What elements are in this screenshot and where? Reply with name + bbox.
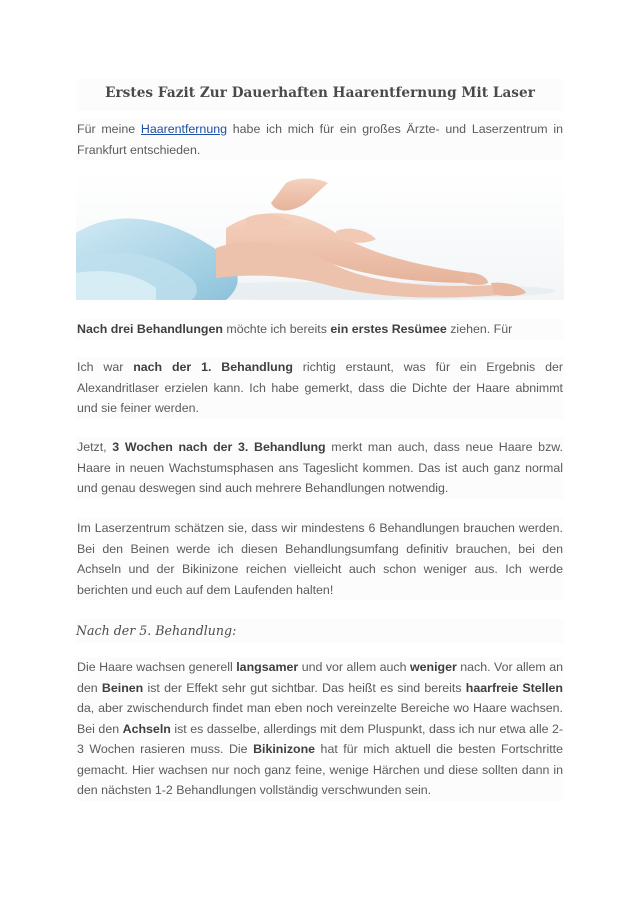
body-text: nach. Vor allem an den xyxy=(77,660,563,695)
body-text: und vor allem auch xyxy=(298,660,410,674)
body-text: Ich war xyxy=(77,360,134,374)
intro-text: Für meine xyxy=(77,122,141,136)
body-text: Jetzt, xyxy=(77,440,113,454)
body-text: möchte ich bereits xyxy=(222,322,331,336)
body-text: Die Haare wachsen generell xyxy=(77,660,237,674)
paragraph-4: Im Laserzentrum schätzen sie, dass wir mindestens 6 Behandlungen brauchen werden. Bei den Beinen werde ich diesen Behandlungsumfang definitiv brauchen, bei den Achseln und der Bikinizone reichen vielleicht auch schon weniger aus. Ich werde berichten und euch auf dem Laufenden halten! xyxy=(76,518,564,600)
emphasis-text: haarfreie Stellen xyxy=(465,680,563,695)
body-text: hat für mich aktuell die besten Fortschritte gemacht. Hier wachsen nur noch ganz feine, wenige Härchen und diese sollten dann in den nächsten 1-2 Behandlungen vollständig verschwunden sein. xyxy=(77,742,563,797)
body-text: richtig erstaunt, was für ein Ergebnis der Alexandritlaser erzielen kann. Ich habe gemerkt, dass die Dichte der Haare abnimmt und sie feiner werden. xyxy=(77,360,563,415)
intro-paragraph xyxy=(76,119,564,160)
article-title: Erstes Fazit Zur Dauerhaften Haarentfernung Mit Laser xyxy=(76,79,564,111)
emphasis-text: langsamer xyxy=(236,660,299,674)
emphasis-text: Bikinizone xyxy=(253,742,316,756)
paragraph-5 xyxy=(76,657,564,801)
body-text: da, aber zwischendurch findet man eben noch vereinzelte Bereiche wo Haare wachsen. Bei den xyxy=(77,701,563,736)
haarentfernung-link[interactable]: Haarentfernung xyxy=(140,122,227,136)
emphasis-text: ein erstes Resümee xyxy=(330,322,447,336)
paragraph-2 xyxy=(76,357,564,419)
section-subheading: Nach der 5. Behandlung: xyxy=(76,619,564,643)
emphasis-text: weniger xyxy=(409,660,457,674)
emphasis-text: nach der 1. Behandlung xyxy=(133,360,293,374)
body-text: merkt man auch, dass neue Haare bzw. Haare in neuen Wachstumsphasen ans Tageslicht kommen. Das ist auch ganz normal und genau deswegen sind auch mehrere Behandlungen notwendig. xyxy=(77,440,563,495)
woman-legs-photo-icon xyxy=(76,173,564,300)
intro-text-end: habe ich mich für ein großes Ärzte- und Laserzentrum in Frankfurt entschieden. xyxy=(77,122,563,157)
paragraph-3 xyxy=(76,437,564,499)
emphasis-text: Beinen xyxy=(101,680,144,695)
emphasis-text: Nach drei Behandlungen xyxy=(77,322,223,336)
body-text: ist der Effekt sehr gut sichtbar. Das heißt es sind bereits xyxy=(143,680,466,695)
emphasis-text: Achseln xyxy=(122,721,171,736)
emphasis-text: 3 Wochen nach der 3. Behandlung xyxy=(112,440,326,454)
paragraph-1 xyxy=(76,319,564,340)
body-text: ziehen. Für xyxy=(446,322,513,336)
hero-image xyxy=(76,173,564,300)
body-text: ist es dasselbe, allerdings mit dem Pluspunkt, dass ich nur etwa alle 2-3 Wochen rasieren muss. Die xyxy=(77,721,563,756)
